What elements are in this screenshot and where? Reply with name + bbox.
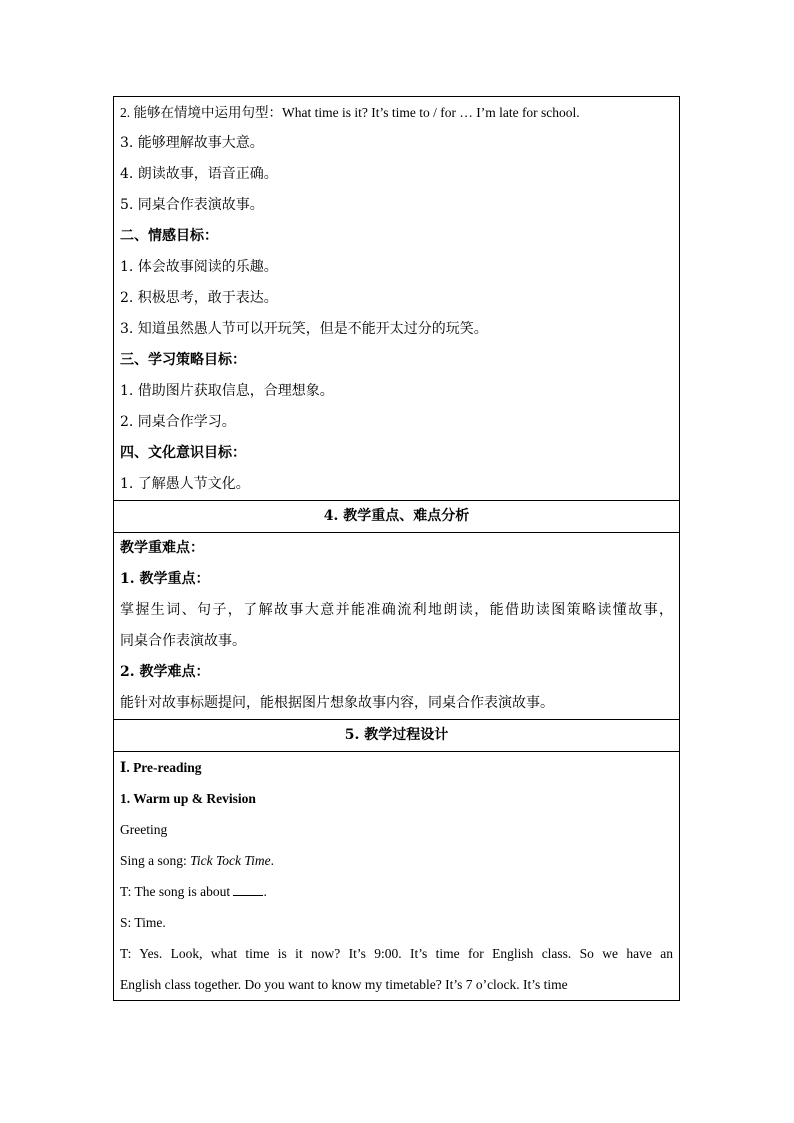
key-difficult-heading: 教学重难点： (120, 540, 204, 556)
objectives-row (114, 97, 680, 501)
section4-content-cell (114, 533, 680, 720)
section5-content-row (114, 752, 680, 1001)
objectives-cell (114, 97, 680, 501)
strategy-item-2: 2. 同桌合作学习。 (120, 414, 236, 430)
knowledge-item-2: 2. 能够在情境中运用句型：What time is it? It’s time to / for … I’m late for school. (120, 105, 580, 120)
difficult-points-heading: 2. 教学难点： (120, 664, 210, 680)
student-line: S: Time. (120, 915, 166, 930)
lesson-plan-page (113, 96, 680, 1001)
sing-suffix: . (270, 853, 275, 868)
sing-prefix: Sing a song: (120, 853, 191, 868)
knowledge-item-4: 4. 朗读故事，语音正确。 (120, 166, 278, 182)
fill-in-blank (233, 883, 263, 896)
difficult-points-text: 能针对故事标题提问，能根据图片想象故事内容，同桌合作表演故事。 (120, 695, 554, 711)
emotion-item-3: 3. 知道虽然愚人节可以开玩笑，但是不能开太过分的玩笑。 (120, 321, 488, 337)
knowledge-item-3: 3. 能够理解故事大意。 (120, 135, 264, 151)
section4-header-row (114, 501, 680, 533)
section5-header-row (114, 720, 680, 752)
step-heading: 1. Warm up & Revision (120, 791, 256, 806)
emotion-heading: 二、情感目标： (120, 228, 218, 244)
emotion-item-2: 2. 积极思考，敢于表达。 (120, 290, 278, 306)
sing-song-line (120, 845, 673, 876)
stage-heading: Ⅰ. Pre-reading (120, 760, 202, 775)
lesson-plan-table (113, 96, 680, 1001)
emotion-item-1: 1. 体会故事阅读的乐趣。 (120, 259, 278, 275)
section4-content-row (114, 533, 680, 720)
section4-title: 4. 教学重点、难点分析 (323, 508, 470, 524)
teacher-line-1-suffix: . (263, 884, 267, 899)
key-points-line-2: 同桌合作表演故事。 (120, 633, 246, 649)
teacher-line-2: T: Yes. Look, what time is it now? It’s 9:00. It’s time for English class. So we have an (120, 946, 673, 961)
key-points-line-1: 掌握生词、句子，了解故事大意并能准确流利地朗读，能借助读图策略读懂故事， (120, 602, 673, 618)
strategy-item-1: 1. 借助图片获取信息，合理想象。 (120, 383, 334, 399)
strategy-heading: 三、学习策略目标： (120, 352, 246, 368)
key-points-heading: 1. 教学重点： (120, 571, 210, 587)
section5-header-cell (114, 720, 680, 752)
culture-heading: 四、文化意识目标： (120, 445, 246, 461)
section5-title: 5. 教学过程设计 (344, 727, 449, 743)
culture-item-1: 1. 了解愚人节文化。 (120, 476, 250, 492)
teacher-line-1 (120, 876, 673, 907)
section4-header-cell (114, 501, 680, 533)
greeting-line: Greeting (120, 822, 168, 837)
song-title: Tick Tock Time (190, 853, 271, 868)
teacher-line-3: English class together. Do you want to know my timetable? It’s 7 o’clock. It’s time (120, 977, 568, 992)
knowledge-item-5: 5. 同桌合作表演故事。 (120, 197, 264, 213)
section5-content-cell (114, 752, 680, 1001)
teacher-line-1-prefix: T: The song is about (120, 884, 234, 899)
